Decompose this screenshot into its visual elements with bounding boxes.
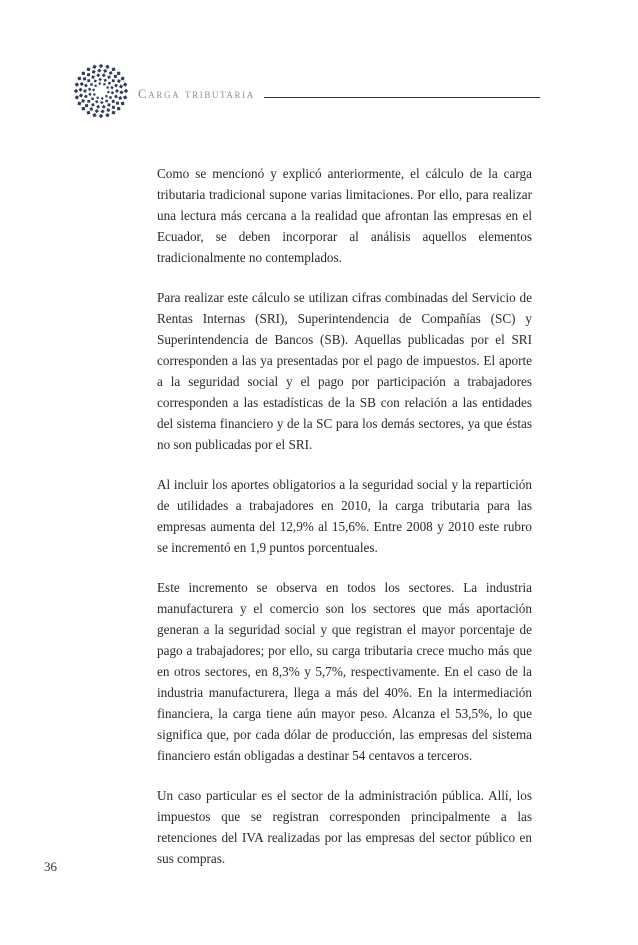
emblem-dot (101, 97, 104, 100)
emblem-dot (92, 88, 95, 91)
emblem-dot (102, 105, 106, 109)
paragraph-1: Como se mencionó y explicó anteriormente, el cálculo de la carga tributaria tradicional supone varias limitaciones. Por ello, para realizar una lectura más cercana a la realidad que afrontan las empresas en el Ecuador, se deben incorporar al análisis aquellos elementos tradicionalmente no contemplados. (157, 166, 532, 265)
emblem-dot (91, 103, 94, 106)
emblem-dot (115, 89, 119, 93)
emblem-dot (98, 82, 101, 85)
emblem-dot (109, 71, 113, 75)
paragraph-4: Este incremento se observa en todos los sectores. La industria manufacturera y el comercio son los sectores que más aportación generan a la seguridad social y que registran el mayor porcentaje de pago a trabajadores; por ello, su carga tributaria crece mucho más que en otros sectores, en 8,3% y 5,7%, respectivamente. En el caso de la industria manufacturera, llega a más del 40%. En la intermediación financiera, la carga tiene aún mayor peso. Alcanza el 53,5%, lo que significa que, por cada dólar de producción, las empresas del sistema financiero están obligadas a destinar 54 centavos a terceros. (157, 580, 532, 763)
emblem-dot (112, 106, 115, 109)
emblem-dot (103, 69, 107, 73)
emblem-dot (121, 102, 125, 106)
emblem-dot (78, 88, 82, 92)
emblem-dot (83, 77, 86, 80)
emblem-dot (88, 93, 91, 96)
page-number: 36 (44, 859, 57, 874)
emblem-dot (88, 88, 91, 91)
emblem-dot (77, 77, 81, 81)
emblem-dot (87, 79, 90, 82)
emblem-dot (103, 83, 106, 86)
emblem-dot (114, 95, 118, 99)
emblem-dot (99, 114, 104, 119)
emblem-dot (112, 100, 115, 103)
emblem-dot (75, 82, 79, 86)
emblem-dot (105, 99, 108, 102)
emblem-dot (118, 96, 122, 100)
emblem-dot (79, 93, 83, 97)
emblem-dot (80, 82, 84, 86)
emblem-dot (99, 64, 104, 69)
emblem-dot (119, 84, 123, 88)
paragraph-5: Un caso particular es el sector de la administración pública. Allí, los impuestos que se registran corresponden principalmente a las retenciones del IVA realizadas por las empresas del sector público en sus compras. (157, 788, 532, 866)
emblem-dot (116, 101, 119, 104)
emblem-dot (106, 86, 109, 89)
emblem-dot (117, 72, 120, 75)
emblem-dot (96, 96, 99, 99)
emblem-dot (81, 99, 85, 103)
emblem-dot (96, 73, 100, 77)
circular-dotted-emblem-icon (72, 62, 130, 120)
emblem-dot (112, 111, 116, 115)
emblem-dot (105, 113, 109, 117)
emblem-dot (95, 109, 99, 113)
emblem-dot (87, 111, 91, 115)
emblem-dot (75, 95, 79, 99)
emblem-dot (119, 90, 123, 94)
emblem-dot (87, 73, 90, 76)
emblem-dot (89, 107, 93, 111)
emblem-dot (98, 78, 102, 82)
emblem-dot (82, 107, 85, 110)
emblem-dot (107, 91, 110, 94)
emblem-dot (123, 95, 127, 99)
emblem-dot (112, 67, 116, 71)
emblem-dot (74, 89, 79, 94)
emblem-dot (117, 107, 120, 110)
emblem-dot (102, 73, 106, 77)
emblem-dot (108, 82, 111, 85)
emblem-dot (84, 84, 88, 88)
emblem-dot (111, 91, 114, 94)
emblem-dot (93, 93, 96, 96)
emblem-dot (105, 95, 107, 97)
emblem-dot (112, 79, 115, 82)
emblem-dot (96, 105, 100, 109)
emblem-dot (105, 65, 109, 69)
emblem-dot (114, 75, 117, 78)
emblem-dot (94, 79, 97, 82)
paragraph-2: Para realizar este cálculo se utilizan cifras combinadas del Servicio de Rentas Internas (SRI), Superintendencia de Compañías (SC) y Superintendencia de Bancos (SB). Aquellas publicadas por el SRI corresponden a las ya presentadas por el pago de impuestos. El aporte a la seguridad social y el pago por participación a trabajadores corresponden a las estadísticas de la SB con relación a las entidades del sistema financiero y de la SC para los demás sectores, ya que éstas no son publicadas por el SRI. (157, 290, 532, 452)
emblem-dot (83, 89, 87, 93)
emblem-dot (106, 108, 110, 112)
emblem-dot (114, 84, 118, 88)
emblem-dot (77, 102, 81, 106)
emblem-dot (97, 68, 101, 72)
emblem-dot (92, 65, 96, 69)
emblem-dot (91, 98, 94, 101)
section-title: Carga tributaria (138, 86, 255, 101)
emblem-dot (117, 79, 121, 83)
emblem-dot (92, 70, 96, 74)
emblem-dot (95, 85, 97, 87)
emblem-dot (85, 104, 88, 107)
emblem-dot (87, 100, 90, 103)
header-rule (264, 97, 540, 98)
emblem-dot (124, 89, 129, 94)
body-text (157, 163, 532, 888)
emblem-dot (84, 95, 88, 99)
emblem-dot (91, 75, 94, 78)
emblem-dot (121, 77, 125, 81)
emblem-dot (92, 113, 96, 117)
emblem-dot (107, 103, 110, 106)
emblem-dot (90, 83, 93, 86)
running-header (72, 62, 542, 122)
emblem-dot (100, 101, 104, 105)
emblem-dot (109, 96, 112, 99)
emblem-dot (107, 75, 110, 78)
paragraph-3: Al incluir los aportes obligatorios a la seguridad social y la repartición de utilidades a trabajadores en 2010, la carga tributaria para las empresas aumenta del 12,9% al 15,6%. Entre 2008 y 2010 este rubro se incrementó en 1,9 puntos porcentuales. (157, 477, 532, 555)
emblem-dot (87, 67, 91, 71)
emblem-dot (82, 72, 85, 75)
emblem-dot (95, 100, 98, 103)
emblem-dot (100, 109, 104, 113)
emblem-dot (104, 79, 107, 82)
emblem-dot (123, 82, 127, 86)
emblem-dot (110, 86, 113, 89)
